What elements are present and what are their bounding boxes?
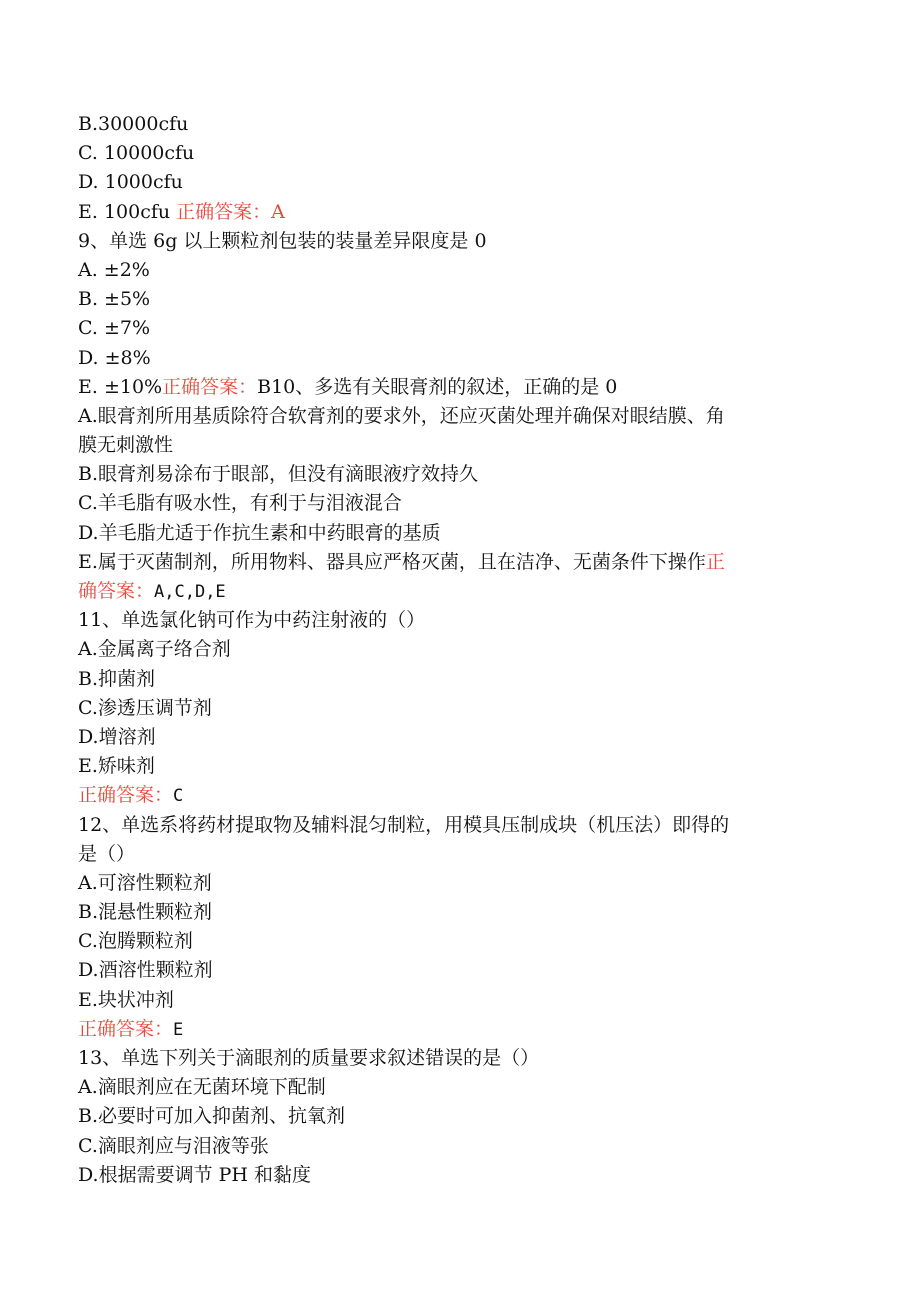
option-e-q12 (78, 986, 818, 1015)
stem-text: 9、单选 6g 以上颗粒剂包装的装量差异限度是 0 (78, 229, 487, 252)
option-c-q12 (78, 927, 818, 956)
option-text: D. ±8% (78, 346, 151, 369)
option-text: B.混悬性颗粒剂 (78, 901, 213, 924)
option-a-q10 (78, 402, 818, 431)
option-text: A.可溶性颗粒剂 (78, 871, 212, 894)
option-text: D.酒溶性颗粒剂 (78, 959, 213, 982)
option-text: C.泡腾颗粒剂 (78, 930, 193, 953)
question-stem-q13 (78, 1044, 818, 1073)
answer-value: C (173, 786, 184, 807)
option-text: 膜无刺激性 (78, 434, 174, 457)
option-c-q10 (78, 489, 818, 518)
answer-q10 (78, 577, 818, 606)
option-text: D.增溶剂 (78, 725, 156, 748)
option-text: B.抑菌剂 (78, 667, 156, 690)
option-b-q11 (78, 665, 818, 694)
option-a-q10-cont (78, 431, 818, 460)
option-text: A.金属离子络合剂 (78, 638, 231, 661)
option-text: A.滴眼剂应在无菌环境下配制 (78, 1076, 326, 1099)
answer-q12 (78, 1015, 818, 1044)
option-d-q11 (78, 723, 818, 752)
option-d-q13 (78, 1161, 818, 1190)
option-d-q9 (78, 344, 818, 373)
stem-text: 13、单选下列关于滴眼剂的质量要求叙述错误的是（） (78, 1047, 540, 1069)
option-text: E.属于灭菌制剂，所用物料、器具应严格灭菌，且在洁净、无菌条件下操作 (78, 550, 706, 573)
answer-value: A,C,D,E (154, 582, 226, 602)
option-e-q9 (78, 373, 818, 402)
option-text: B.眼膏剂易涂布于眼部，但没有滴眼液疗效持久 (78, 463, 479, 486)
option-text: A. ±2% (78, 258, 150, 281)
option-text: E.块状冲剂 (78, 988, 174, 1011)
answer-q9: 正确答案： (162, 375, 258, 398)
option-a-q9 (78, 256, 818, 285)
stem-text: 12、单选系将药材提取物及辅料混匀制粒，用模具压制成块（机压法）即得的 (78, 813, 730, 836)
answer-label: 正确答案： (78, 784, 174, 807)
option-text: E. 100cfu (78, 200, 177, 223)
option-text: B.30000cfu (78, 113, 189, 135)
option-text: B.必要时可加入抑菌剂、抗氧剂 (78, 1105, 346, 1128)
document-page (78, 110, 818, 1190)
option-d-q8 (78, 168, 818, 197)
option-b-q8 (78, 110, 818, 139)
question-stem-q9 (78, 227, 818, 256)
option-text: A.眼膏剂所用基质除符合软膏剂的要求外，还应灭菌处理并确保对眼结膜、角 (78, 404, 725, 427)
option-d-q12 (78, 956, 818, 985)
answer-label: 确答案： (78, 580, 155, 602)
question-stem-q12-cont (78, 840, 818, 869)
option-a-q11 (78, 635, 818, 664)
question-stem-q12 (78, 811, 818, 840)
answer-label: 正确答案： (78, 1017, 174, 1040)
option-b-q9 (78, 285, 818, 314)
answer-value: E (173, 1019, 184, 1040)
option-e-q10 (78, 548, 818, 577)
option-text: B. ±5% (78, 288, 151, 311)
option-text: D. 1000cfu (78, 171, 183, 194)
answer-q10-head: 正 (705, 550, 725, 573)
stem-text: 11、单选氯化钠可作为中药注射液的（） (78, 609, 426, 632)
option-b-q12 (78, 898, 818, 927)
option-a-q12 (78, 869, 818, 898)
option-text: E. ±10% (78, 375, 163, 398)
option-text: D.羊毛脂尤适于作抗生素和中药眼膏的基质 (78, 521, 441, 544)
option-c-q9 (78, 314, 818, 343)
question-stem-q11 (78, 606, 818, 635)
option-text: C. ±7% (78, 317, 151, 340)
option-e-q11 (78, 752, 818, 781)
option-c-q8 (78, 139, 818, 168)
option-text: E.矫味剂 (78, 755, 155, 778)
stem-q10: B10、多选有关眼膏剂的叙述，正确的是 0 (257, 375, 618, 398)
option-text: D.根据需要调节 PH 和黏度 (78, 1163, 312, 1186)
answer-q8: 正确答案：A (176, 200, 285, 223)
option-text: C.渗透压调节剂 (78, 696, 212, 719)
option-a-q13 (78, 1073, 818, 1102)
option-text: C.羊毛脂有吸水性，有利于与泪液混合 (78, 492, 402, 515)
option-b-q10 (78, 460, 818, 489)
stem-text: 是（） (78, 842, 136, 865)
answer-q11 (78, 781, 818, 810)
option-d-q10 (78, 519, 818, 548)
option-e-q8 (78, 198, 818, 227)
option-text: C.滴眼剂应与泪液等张 (78, 1134, 269, 1157)
option-c-q13 (78, 1132, 818, 1161)
option-c-q11 (78, 694, 818, 723)
option-text: C. 10000cfu (78, 142, 195, 165)
option-b-q13 (78, 1102, 818, 1131)
